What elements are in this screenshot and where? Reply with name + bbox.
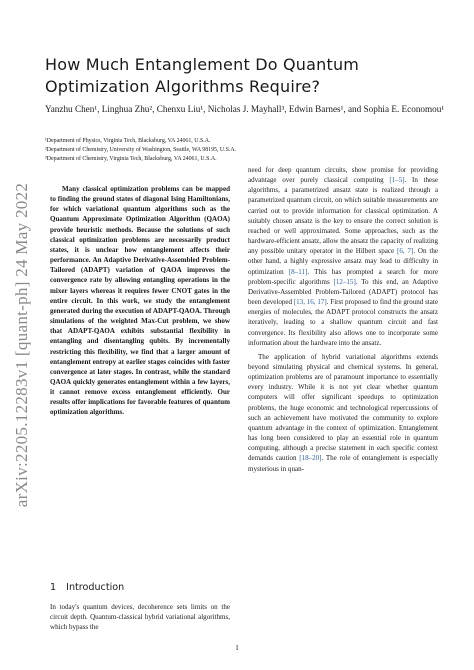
body-text: . On the other hand, a highly expressive ansatz may lead to difficulty in optimization [248, 247, 438, 276]
section-title: Introduction [66, 582, 125, 593]
abstract [50, 184, 230, 418]
arxiv-watermark [2, 182, 42, 508]
citation-link[interactable]: [6, 7] [397, 247, 414, 256]
affiliation-1: ¹Department of Physics, Virginia Tech, Blacksburg, VA 24061, U.S.A. [45, 138, 211, 144]
affiliations [45, 137, 445, 164]
body-text: . The role of entanglement is especially mysterious in quan- [248, 454, 438, 473]
page-number: 1 [235, 643, 239, 652]
right-paragraph-2 [248, 352, 438, 474]
citation-link[interactable]: [13, 16, 17] [293, 298, 327, 307]
intro-text: In today's quantum devices, decoherence sets limits on the circuit depth. Quantum-classical hybrid variational algorithms, which bypass the [50, 603, 230, 632]
arxiv-id: arXiv:2205.12283v1 [quant-ph] 24 May 2022 [12, 182, 31, 508]
citation-link[interactable]: [8–11] [288, 267, 308, 276]
right-column [248, 165, 438, 474]
body-text: The application of hybrid variational algorithms extends beyond simulating physical and chemical systems. In general, optimization problems are of paramount importance to essentially every industry. While it is not yet clear whether quantum computers will offer significant speedups to optimization problems, the huge economic and technological repercussions of such an achievement have motivated the community to explore quantum advantage in the context of optimization. Entanglement has long been considered to play an essential role in quantum computing, although a precise statement in each specific context demands caution [248, 352, 438, 463]
body-text: . First proposed to find the ground state energies of molecules, the ADAPT protocol constructs the ansatz iteratively, leading to a shallow quantum circuit and fast convergence. Its flexibility also allows one to incorporate some information about the hardware into the ansatz. [248, 298, 438, 347]
citation-link[interactable]: [18–20] [299, 454, 322, 463]
body-text: need for deep quantum circuits, show promise for providing advantage over purely classical computing [248, 166, 438, 185]
body-text: . In these algorithms, a parametrized ansatz state is realized through a parametrized quantum circuit, on which suitable measurements are carried out to provide information for classical optimization. A suitably chosen ansatz is the key to ensure the correct solution is reached or well approximated. Some approaches, such as the hardware-efficient ansatz, allow the ansatz the capacity of realizing any possible unitary operator in the Hilbert space [248, 176, 438, 256]
citation-link[interactable]: [1–5] [389, 176, 405, 185]
right-paragraph-1 [248, 165, 438, 348]
affiliation-2: ²Department of Chemistry, University of Washington, Seattle, WA 98195, U.S.A. [45, 147, 237, 153]
paper-title: How Much Entanglement Do Quantum Optimization Algorithms Require? [45, 55, 360, 96]
intro-paragraph [50, 602, 230, 632]
author-list: Yanzhu Chen¹, Linghua Zhu², Chenxu Liu¹, Nicholas J. Mayhall³, Edwin Barnes¹, and Sophia E. Economou¹ [45, 104, 445, 114]
citation-link[interactable]: [12–15] [333, 277, 356, 286]
abstract-text: Many classical optimization problems can be mapped to finding the ground states of diagonal Ising Hamiltonians, for which variational quantum algorithms such as the Quantum Approximate Optimization Algorithm (QAOA) provide heuristic methods. Because the solutions of such classical optimization problems are necessarily product states, it is unclear how entanglement affects their performance. An Adaptive Derivative-Assembled Problem-Tailored (ADAPT) variation of QAOA improves the convergence rate by allowing entangling operations in the mixer layers whereas it requires fewer CNOT gates in the entire circuit. In this work, we study the entanglement generated during the execution of ADAPT-QAOA. Through simulations of the weighted Max-Cut problem, we show that ADAPT-QAOA exhibits substantial flexibility in entangling and disentangling qubits. By incrementally restricting this flexibility, we find that a larger amount of entanglement entropy at earlier stages coincides with faster convergence at later stages. In contrast, while the standard QAOA quickly generates entanglement within a few layers, it cannot remove excess entanglement efficiently. Our results offer implications for favorable features of quantum optimization algorithms. [50, 185, 230, 417]
section-number: 1 [50, 582, 57, 593]
section-heading [50, 582, 230, 593]
body-text: . This has prompted a search for more problem-specific algorithms [248, 267, 438, 286]
affiliation-3: ³Department of Chemistry, Virginia Tech, Blacksburg, VA 24061, U.S.A. [45, 156, 217, 162]
body-text: . To this end, an Adaptive Derivative-Assembled Problem-Tailored (ADAPT) protocol has been developed [248, 277, 438, 307]
